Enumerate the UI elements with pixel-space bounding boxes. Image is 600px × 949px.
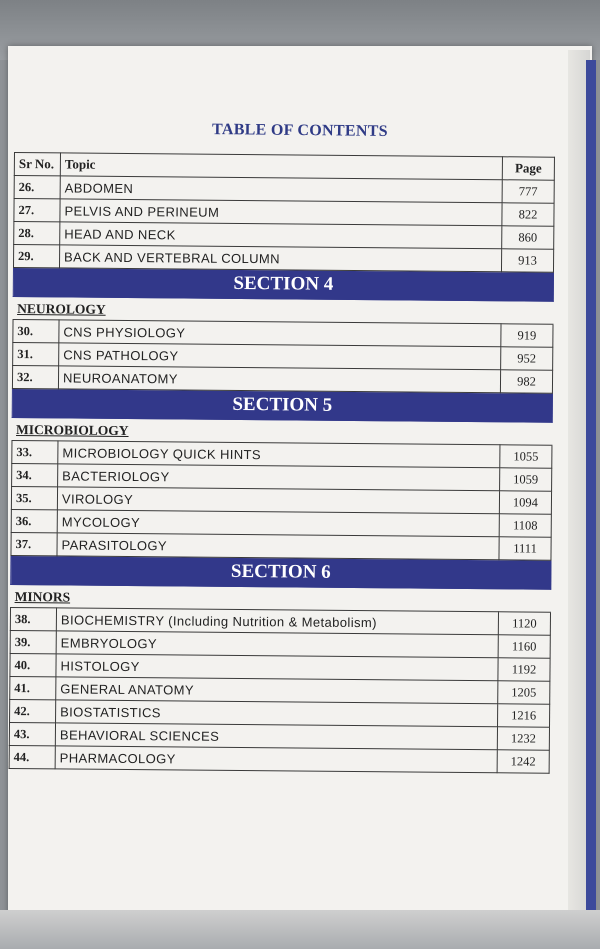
row-topic: HEAD AND NECK — [60, 222, 502, 249]
row-topic: PHARMACOLOGY — [55, 746, 497, 773]
header-topic: Topic — [60, 153, 502, 180]
group-heading-text: MICROBIOLOGY — [16, 422, 129, 439]
row-topic: BEHAVIORAL SCIENCES — [55, 723, 497, 750]
row-number: 29. — [13, 245, 59, 268]
row-number: 36. — [11, 509, 57, 532]
row-page: 1120 — [498, 612, 550, 635]
row-page: 1094 — [499, 491, 551, 514]
row-number: 38. — [10, 607, 56, 630]
row-number: 35. — [11, 486, 57, 509]
table-surface — [0, 910, 600, 949]
row-number: 31. — [13, 342, 59, 365]
section-title: SECTION 5 — [12, 388, 552, 422]
row-number: 34. — [12, 463, 58, 486]
header-sr-no: Sr No. — [14, 153, 60, 176]
row-number: 43. — [9, 722, 55, 745]
row-topic: CNS PATHOLOGY — [59, 343, 501, 370]
row-page: 1242 — [497, 750, 549, 773]
section-title: SECTION 4 — [13, 267, 553, 301]
row-topic: PELVIS AND PERINEUM — [60, 199, 502, 226]
row-number: 42. — [10, 699, 56, 722]
row-number: 26. — [14, 176, 60, 199]
row-number: 28. — [14, 222, 60, 245]
group-heading-text: MINORS — [14, 589, 71, 605]
row-topic: ABDOMEN — [60, 176, 502, 203]
contents-sheet — [9, 152, 554, 774]
row-topic: MICROBIOLOGY QUICK HINTS — [58, 441, 500, 468]
section-band — [12, 388, 552, 422]
row-topic: BACK AND VERTEBRAL COLUMN — [59, 245, 501, 272]
row-number: 33. — [12, 440, 58, 463]
row-topic: EMBRYOLOGY — [56, 631, 498, 658]
row-topic: VIROLOGY — [57, 487, 499, 514]
row-number: 27. — [14, 199, 60, 222]
row-page: 1216 — [498, 704, 550, 727]
book-cover-edge — [586, 60, 596, 910]
row-page: 952 — [501, 347, 553, 370]
row-page: 777 — [502, 180, 554, 203]
row-page: 1111 — [499, 537, 551, 560]
row-topic: BIOCHEMISTRY (Including Nutrition & Metabolism) — [56, 608, 498, 635]
row-page: 919 — [501, 324, 553, 347]
row-number: 41. — [10, 676, 56, 699]
row-page: 1108 — [499, 514, 551, 537]
row-page: 1205 — [498, 681, 550, 704]
row-number: 44. — [9, 745, 55, 768]
row-number: 39. — [10, 630, 56, 653]
row-page: 1232 — [497, 727, 549, 750]
row-number: 40. — [10, 653, 56, 676]
row-topic: MYCOLOGY — [57, 510, 499, 537]
row-page: 1055 — [500, 445, 552, 468]
row-topic: BIOSTATISTICS — [56, 700, 498, 727]
table-row — [9, 745, 549, 773]
row-number: 32. — [12, 365, 58, 388]
row-page: 913 — [501, 249, 553, 272]
header-page: Page — [502, 157, 554, 180]
row-topic: GENERAL ANATOMY — [56, 677, 498, 704]
row-page: 822 — [502, 203, 554, 226]
row-page: 1192 — [498, 658, 550, 681]
row-topic: HISTOLOGY — [56, 654, 498, 681]
row-topic: BACTERIOLOGY — [58, 464, 500, 491]
page-title: TABLE OF CONTENTS — [212, 121, 388, 140]
row-topic: CNS PHYSIOLOGY — [59, 320, 501, 347]
row-page: 1160 — [498, 635, 550, 658]
section-title: SECTION 6 — [11, 555, 551, 589]
row-page: 982 — [500, 370, 552, 393]
row-number: 37. — [11, 532, 57, 555]
section-band — [13, 267, 553, 301]
row-page: 860 — [502, 226, 554, 249]
row-topic: NEUROANATOMY — [58, 366, 500, 393]
row-page: 1059 — [500, 468, 552, 491]
row-topic: PARASITOLOGY — [57, 533, 499, 560]
row-number: 30. — [13, 319, 59, 342]
contents-table — [9, 152, 555, 774]
section-band — [11, 555, 551, 589]
group-heading-text: NEUROLOGY — [17, 301, 106, 317]
